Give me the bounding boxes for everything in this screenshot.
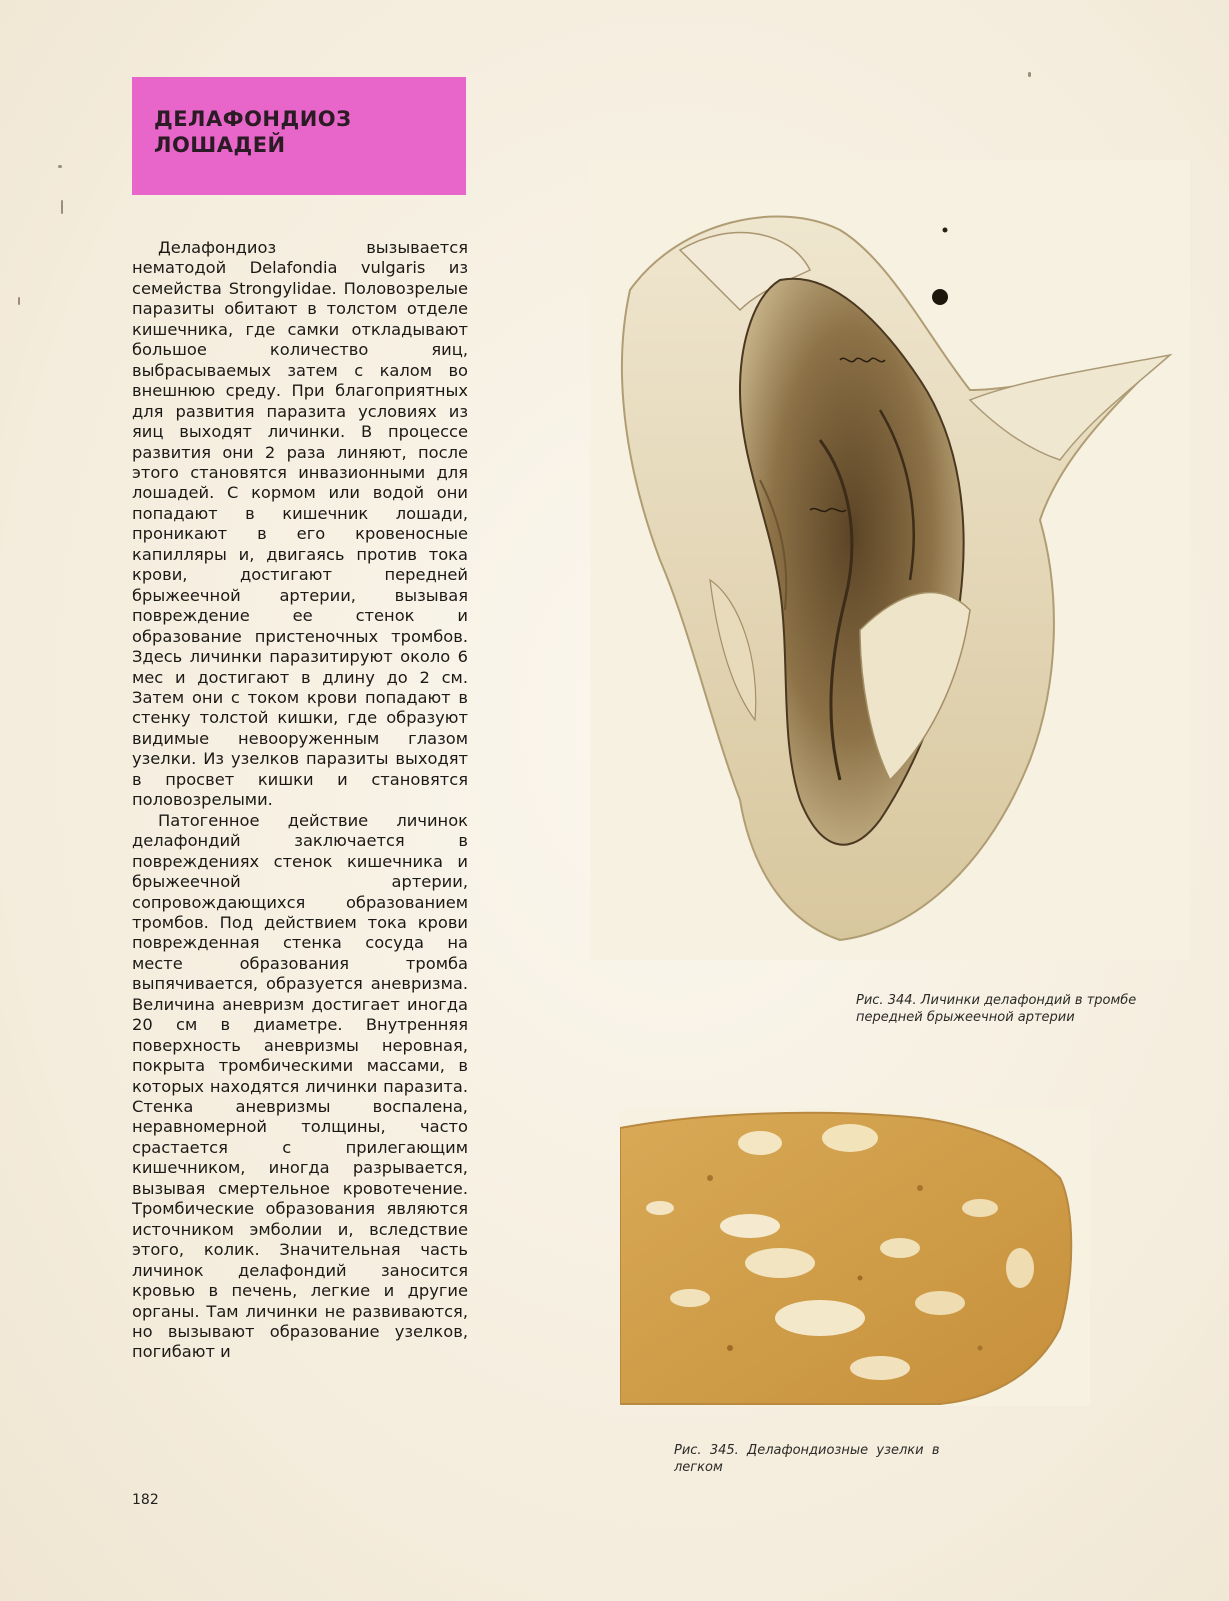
figure-344-caption [856,992,1196,1026]
margin-mark [18,297,20,305]
caption-line: Рис. 345. Делафондиозные узелки в [674,1443,940,1458]
article-body [132,238,468,1363]
caption-line: передней брыжеечной артерии [856,1010,1075,1025]
margin-mark [1028,72,1031,77]
page-number: 182 [132,1492,159,1508]
thrombus-drawing [590,160,1190,960]
caption-line: Рис. 344. Личинки делафондий в тромбе [856,993,1137,1008]
margin-mark [58,165,62,168]
figure-345-illustration [620,1108,1090,1406]
chapter-title-line-2: ЛОШАДЕЙ [154,133,286,157]
figure-344-illustration [590,160,1190,960]
chapter-title-block [132,77,466,195]
chapter-title-line-1: ДЕЛАФОНДИОЗ [154,107,352,131]
figure-345-caption [674,1442,1014,1476]
margin-mark [61,200,63,214]
paragraph: Делафондиоз вызывается нематодой Delafondia vulgaris из семейства Strongylidae. Половозрелые паразиты обитают в толстом отделе кишечника, где самки откладывают большое количество яиц, выбрасываемых затем с калом во внешнюю среду. При благоприятных для развития паразита условиях из яиц выходят личинки. В процессе развития они 2 раза линяют, после этого становятся инвазионными для лошадей. С кормом или водой они попадают в кишечник лошади, проникают в его кровеносные капилляры и, двигаясь против тока крови, достигают передней брыжеечной артерии, вызывая повреждение ее стенок и образование пристеночных тромбов. Здесь личинки паразитируют около 6 мес и достигают в длину до 2 см. Затем они с током крови попадают в стенку толстой кишки, где образуют видимые невооруженным глазом узелки. Из узелков паразиты выходят в просвет кишки и становятся половозрелыми. [132,238,468,810]
paragraph: Патогенное действие личинок делафондий заключается в повреждениях стенок кишечника и брыжеечной артерии, сопровождающихся образованием тромбов. Под действием тока крови поврежденная стенка сосуда на месте образования тромба выпячивается, образуется аневризма. Величина аневризм достигает иногда 20 см в диаметре. Внутренняя поверхность аневризмы неровная, покрыта тромбическими массами, в которых находятся личинки паразита. Стенка аневризмы воспалена, неравномерной толщины, часто срастается с прилегающим кишечником, иногда разрывается, вызывая смертельное кровотечение. Тромбические образования являются источником эмболии и, вследствие этого, колик. Значительная часть личинок делафондий заносится кровью в печень, легкие и другие органы. Там личинки не развиваются, но вызывают образование узелков, погибают и [132,810,468,1362]
lung-nodules-drawing [620,1108,1090,1406]
caption-line: легком [674,1460,723,1475]
